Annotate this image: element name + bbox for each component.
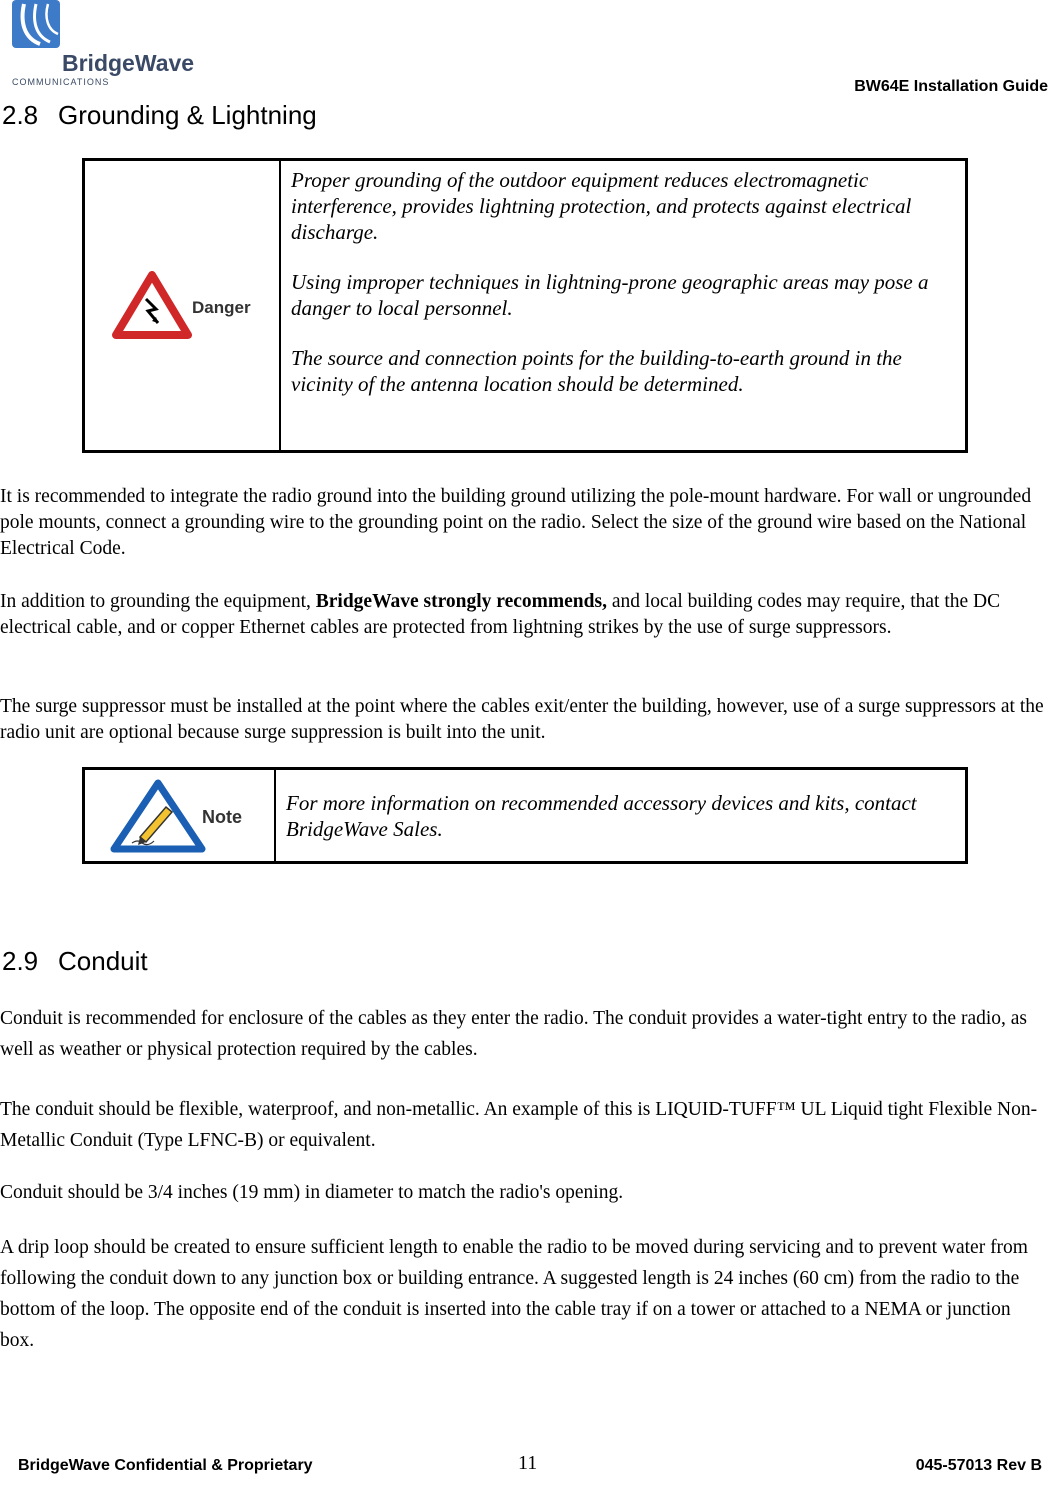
paragraph-conduit-type: The conduit should be flexible, waterproof, and non-metallic. An example of this is LIQUID-TUFF™ UL Liquid tight Flexible Non-Metallic Conduit (Type LFNC-B) or equivalent. bbox=[0, 1099, 1038, 1151]
footer-revision: 045-57013 Rev B bbox=[915, 1457, 1042, 1474]
bridgewave-logo bbox=[10, 0, 210, 90]
page-number: 11 bbox=[518, 1452, 538, 1474]
emphasis-text: BridgeWave strongly recommends, bbox=[315, 591, 607, 612]
logo-sub: COMMUNICATIONS bbox=[12, 77, 110, 87]
paragraph-text: In addition to grounding the equipment, bbox=[0, 591, 316, 612]
danger-paragraph: Proper grounding of the outdoor equipment reduces electromagnetic interference, provides lightning protection, and protects against electrical discharge. bbox=[291, 168, 912, 244]
paragraph-conduit-diameter: Conduit should be 3/4 inches (19 mm) in diameter to match the radio's opening. bbox=[0, 1182, 624, 1203]
danger-text bbox=[281, 161, 965, 450]
note-text bbox=[276, 770, 965, 861]
note-label: Note bbox=[201, 806, 242, 827]
danger-paragraph: Using improper techniques in lightning-prone geographic areas may pose a danger to local personnel. bbox=[291, 270, 929, 320]
danger-icon-cell bbox=[85, 161, 281, 450]
section-heading-2-9 bbox=[2, 946, 148, 977]
footer-confidential: BridgeWave Confidential & Proprietary bbox=[18, 1457, 313, 1474]
section-title: Grounding & Lightning bbox=[58, 100, 317, 130]
section-number: 2.8 bbox=[2, 100, 39, 130]
danger-label: Danger bbox=[192, 297, 251, 317]
note-icon bbox=[110, 779, 250, 853]
paragraph-grounding: It is recommended to integrate the radio ground into the building ground utilizing the pole-mount hardware. For wall or ungrounded pole mounts, connect a grounding wire to the grounding point on the radio. Select the size of the ground wire based on the National Electrical Code. bbox=[0, 486, 1032, 559]
danger-callout bbox=[82, 158, 968, 453]
danger-icon bbox=[112, 271, 252, 341]
section-number: 2.9 bbox=[2, 946, 39, 976]
paragraph-surge-suppressor: The surge suppressor must be installed at the point where the cables exit/enter the building, however, use of a surge suppressors at the radio unit are optional because surge suppression is built into the unit. bbox=[0, 696, 1044, 743]
note-icon-cell bbox=[85, 770, 276, 861]
danger-paragraph: The source and connection points for the building-to-earth ground in the vicinity of the antenna location should be determined. bbox=[291, 346, 902, 396]
document-title: BW64E Installation Guide bbox=[854, 78, 1048, 95]
paragraph-text: and local building codes may require, that the DC electrical cable, and or copper Ethernet cables are protected from lightning strikes by the use of surge suppressors. bbox=[0, 591, 1001, 638]
paragraph-conduit-intro: Conduit is recommended for enclosure of the cables as they enter the radio. The conduit provides a water-tight entry to the radio, as well as weather or physical protection required by the cables. bbox=[0, 1008, 1028, 1060]
note-paragraph: For more information on recommended accessory devices and kits, contact BridgeWave Sales. bbox=[286, 791, 917, 841]
section-heading-2-8 bbox=[2, 100, 317, 131]
note-callout bbox=[82, 767, 968, 864]
logo-name: BridgeWave bbox=[62, 50, 195, 76]
paragraph-drip-loop: A drip loop should be created to ensure sufficient length to enable the radio to be moved during servicing and to prevent water from following the conduit down to any junction box or building entrance. A suggested length is 24 inches (60 cm) from the radio to the bottom of the loop. The opposite end of the conduit is inserted into the cable tray if on a tower or attached to a NEMA or junction box. bbox=[0, 1237, 1028, 1351]
bridgewave-logo-icon bbox=[10, 0, 210, 90]
paragraph-surge-recommendation bbox=[0, 589, 1048, 641]
section-title: Conduit bbox=[58, 946, 148, 976]
